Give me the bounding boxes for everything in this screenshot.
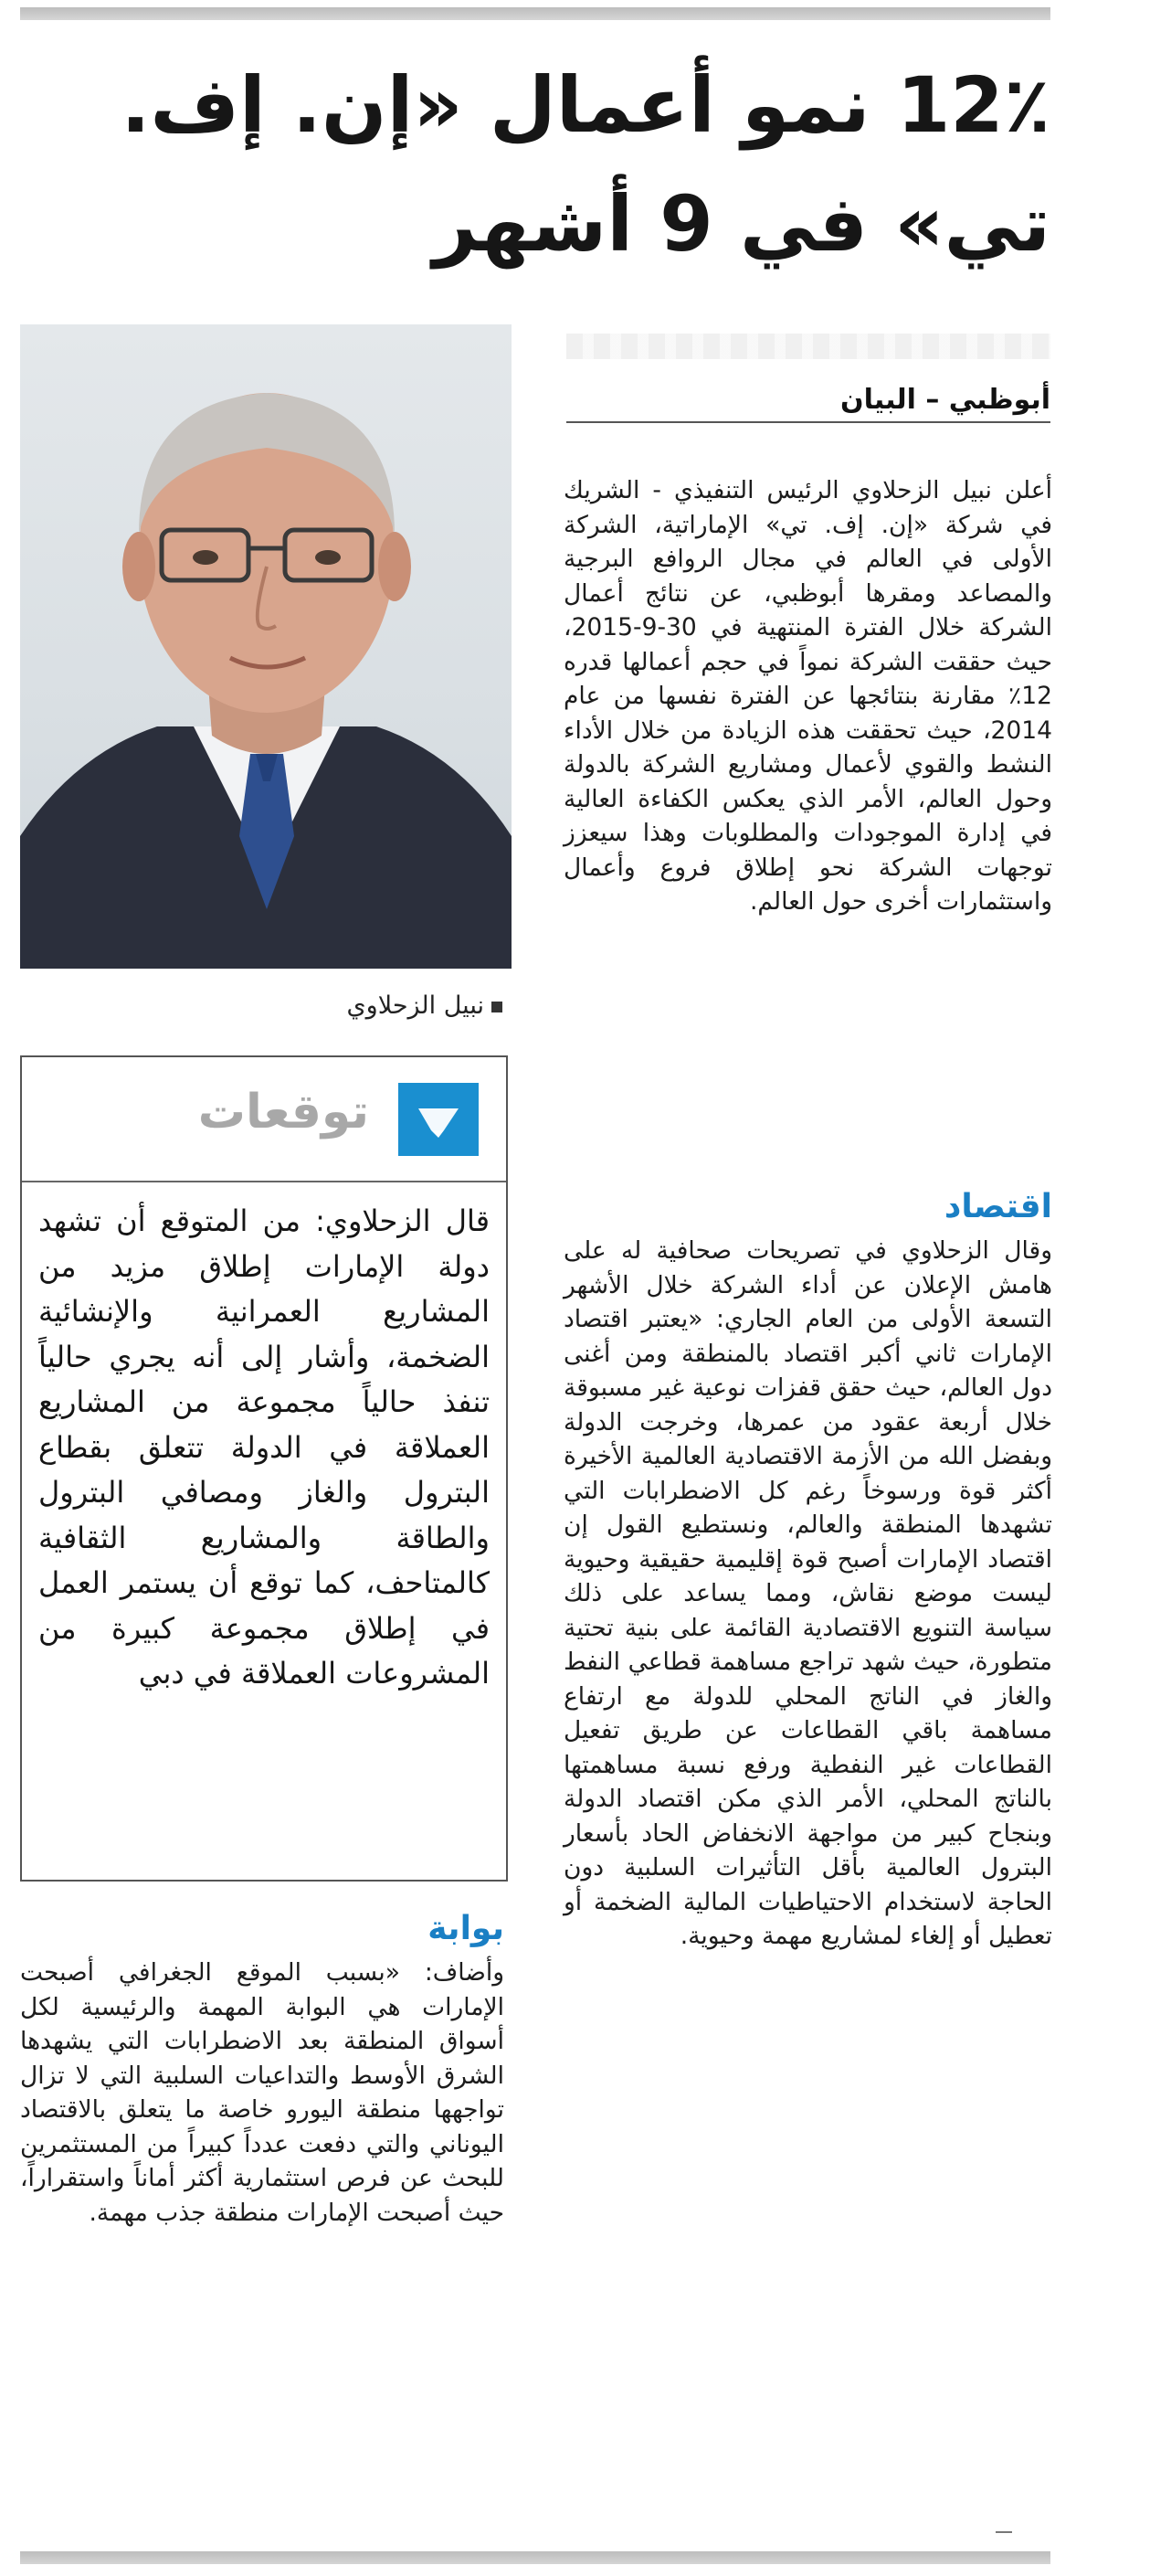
bottom-rule: [20, 2551, 1050, 2564]
economy-paragraph: وقال الزحلاوي في تصريحات صحافية له على هامش الإعلان عن أداء الشركة خلال الأشهر التسعة الأولى من العام الجاري: «يعتبر اقتصاد الإمارات ثاني أكبر اقتصاد بالمنطقة ومن أغنى دول العالم، حيث حقق قفزات نوعية غير مسبوقة خلال أربعة عقود من عمرها، وخرجت الدولة وبفضل الله من الأزمة الاقتصادية العالمية الأخيرة أكثر قوة ورسوخاً رغم كل الاضطرابات التي تشهدها المنطقة والعالم، ونستطيع القول إن اقتصاد الإمارات أصبح قوة إقليمية حقيقية وحيوية ليست موضع نقاش، ومما يساعد على ذلك سياسة التنويع الاقتصادية القائمة على بنية تحتية متطورة، حيث شهد تراجع مساهمة قطاعي النفط والغاز في الناتج المحلي للدولة مع ارتفاع مساهمة باقي القطاعات عن طريق تفعيل القطاعات غير النفطية ورفع نسبة مساهمتها بالناتج المحلي، الأمر الذي مكن اقتصاد الدولة وبنجاح كبير من مواجهة الانخفاض الحاد بأسعار البترول العالمية بأقل التأثيرات السلبية دون الحاجة لاستخدام الاحتياطيات المالية الضخمة أو تعطيل أو إلغاء لمشاريع مهمة وحيوية.: [564, 1236, 1052, 1950]
photo-caption: [228, 991, 502, 1020]
article-intro: [564, 473, 1052, 919]
corner-mark: [996, 2531, 1012, 2533]
forecast-box-header: [22, 1057, 506, 1182]
top-rule: [20, 7, 1050, 20]
square-bullet-icon: [491, 1002, 502, 1012]
faint-print-strip: [566, 334, 1050, 359]
photo-caption-text: نبيل الزحلاوي: [346, 991, 484, 1020]
article-gate-section: [20, 1956, 504, 2230]
portrait-photo: [20, 324, 512, 969]
forecast-box-title: توقعات: [197, 1085, 369, 1140]
brand-logo-icon: [398, 1083, 479, 1156]
subhead-gate: بوابة: [427, 1910, 504, 1947]
forecast-box-text: قال الزحلاوي: من المتوقع أن تشهد دولة الإمارات إطلاق مزيد من المشاريع العمرانية والإنشائية الضخمة، وأشار إلى أنه يجري حالياً تنفذ حالياً مجموعة من المشاريع العملاقة في الدولة تتعلق بقطاع البترول والغاز ومصافي البترول والطاقة والمشاريع الثقافية كالمتاحف، كما توقع أن يستمر العمل في إطلاق مجموعة كبيرة من المشروعات العملاقة في دبي: [38, 1203, 490, 1691]
gate-paragraph: وأضاف: «بسبب الموقع الجغرافي أصبحت الإمارات هي البوابة المهمة والرئيسية لكل أسواق المنطقة بعد الاضطرابات التي يشهدها الشرق الأوسط والتداعيات السلبية التي لا تزال تواجهها منطقة اليورو خاصة ما يتعلق بالاقتصاد اليوناني والتي دفعت عدداً كبيراً من المستثمرين للبحث عن فرص استثمارية أكثر أماناً واستقراراً، حيث أصبحت الإمارات منطقة جذب مهمة.: [20, 1958, 504, 2227]
byline: أبوظبي – البيان: [566, 384, 1050, 423]
article-economy-section: [564, 1234, 1052, 1954]
forecast-box: [20, 1055, 508, 1882]
article-headline: 12٪ نمو أعمال «إن. إف. تي» في 9 أشهر: [121, 60, 1050, 269]
intro-paragraph: أعلن نبيل الزحلاوي الرئيس التنفيذي - الشريك في شركة «إن. إف. تي» الإماراتية، الشركة الأولى في العالم في مجال الروافع البرجية والمصاعد ومقرها أبوظبي، عن نتائج أعمال الشركة خلال الفترة المنتهية في 30-9-2015، حيث حققت الشركة نمواً في حجم أعمالها قدره 12٪ مقارنة بنتائجها عن الفترة نفسها من عام 2014، حيث تحققت هذه الزيادة من خلال الأداء النشط والقوي لأعمال ومشاريع الشركة بالدولة وحول العالم، الأمر الذي يعكس الكفاءة العالية في إدارة الموجودات والمطلوبات وهذا سيعزز توجهات الشركة نحو إطلاق فروع وأعمال واستثمارات أخرى حول العالم.: [564, 476, 1052, 916]
subhead-economy: اقتصاد: [944, 1188, 1052, 1225]
portrait-illustration: [20, 324, 512, 969]
